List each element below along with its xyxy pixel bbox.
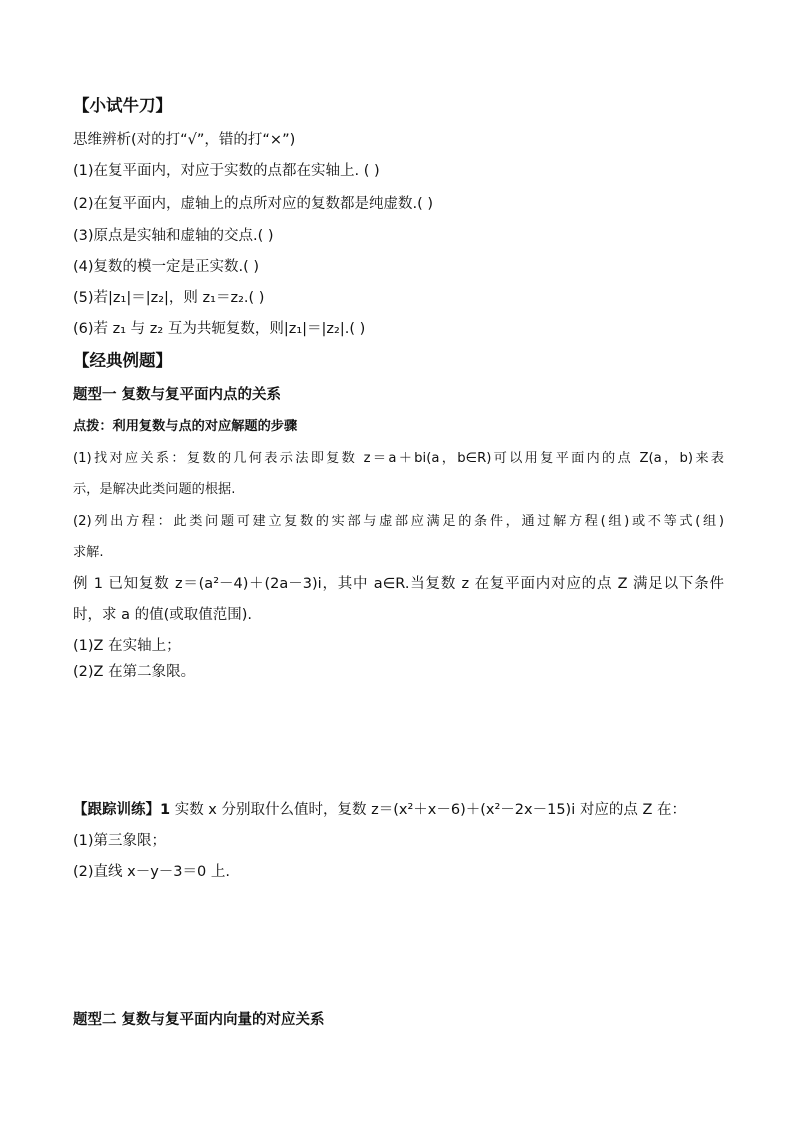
example1-q1: (1)Z 在实轴上； bbox=[73, 638, 181, 654]
example1-line2: 时，求 a 的值(或取值范围). bbox=[73, 607, 253, 623]
training1-q2: (2)直线 x－y－3＝0 上. bbox=[73, 864, 230, 880]
tip2-line1: (2)列出方程：此类问题可建立复数的实部与虚部应满足的条件，通过解方程(组)或不等式(组) bbox=[73, 514, 724, 529]
type1-title: 题型一 复数与复平面内点的关系 bbox=[73, 387, 282, 403]
training1-text: 实数 x 分别取什么值时，复数 z＝(x²＋x－6)＋(x²－2x－15)i 对应的点 Z 在： bbox=[170, 802, 686, 818]
trial-heading: 【小试牛刀】 bbox=[73, 96, 172, 115]
training1-label: 【跟踪训练】1 bbox=[73, 802, 171, 818]
item-1: (1)在复平面内，对应于实数的点都在实轴上. ( ) bbox=[73, 163, 380, 179]
type2-title: 题型二 复数与复平面内向量的对应关系 bbox=[73, 1012, 325, 1028]
example1-q2: (2)Z 在第二象限。 bbox=[73, 664, 196, 680]
item-4: (4)复数的模一定是正实数.( ) bbox=[73, 259, 260, 275]
tip-title: 点拨：利用复数与点的对应解题的步骤 bbox=[73, 419, 298, 434]
tip1-line1: (1)找对应关系：复数的几何表示法即复数 z＝a＋bi(a，b∈R)可以用复平面内的点 Z(a，b)来表 bbox=[73, 451, 724, 466]
intro-text: 思维辨析(对的打“√”，错的打“×”) bbox=[73, 132, 296, 148]
training1-line bbox=[73, 800, 724, 820]
examples-heading: 【经典例题】 bbox=[73, 351, 172, 370]
item-2: (2)在复平面内，虚轴上的点所对应的复数都是纯虚数.( ) bbox=[73, 196, 434, 212]
tip1-line2: 示，是解决此类问题的根据. bbox=[73, 482, 236, 497]
tip2-line2: 求解. bbox=[73, 545, 104, 560]
item-5: (5)若|z₁|＝|z₂|，则 z₁＝z₂.( ) bbox=[73, 290, 265, 306]
item-3: (3)原点是实轴和虚轴的交点.( ) bbox=[73, 228, 274, 244]
item-6: (6)若 z₁ 与 z₂ 互为共轭复数，则|z₁|＝|z₂|.( ) bbox=[73, 321, 366, 337]
example1-line1: 例 1 已知复数 z＝(a²－4)＋(2a－3)i，其中 a∈R.当复数 z 在复平面内对应的点 Z 满足以下条件 bbox=[73, 576, 724, 592]
training1-q1: (1)第三象限； bbox=[73, 833, 167, 849]
